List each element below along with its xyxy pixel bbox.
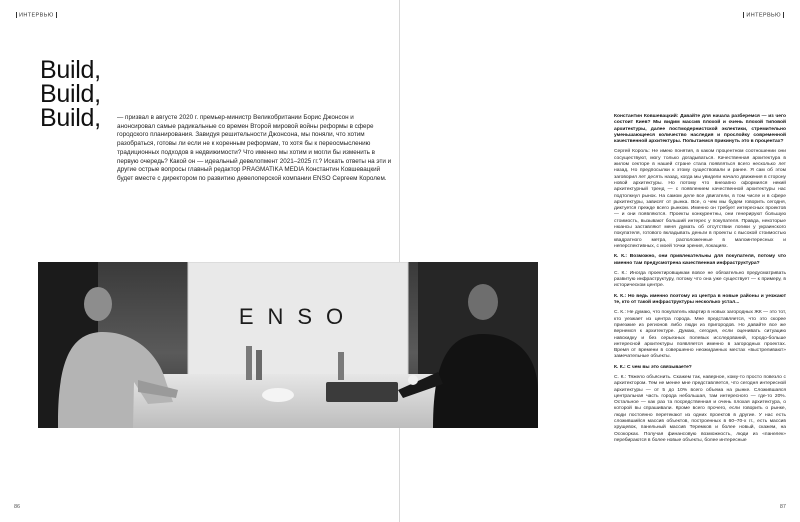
interview-paragraph: С. К.: Иногда проектировщикам вовсе не обязательно предусматривать развитую инфраструктуру, потому что она уже существует — к примеру, в историческом центре. — [614, 270, 786, 289]
interview-paragraph: Константин Ковшевацкий: Давайте для начала разберемся — из чего состоит Киев? Мы видим массив плохой и очень плохой типовой архитектуры, далее постмодернистской эклектики, стремительно уменьшающееся количество наследия и прослойку современной качественной архитектуры. Попытаемся прикинуть это в процентах? — [614, 114, 786, 145]
interview-photo — [38, 262, 538, 428]
title-line-2: Build, — [40, 80, 101, 108]
article-title — [40, 58, 101, 130]
cup — [408, 375, 418, 385]
interview-column — [614, 114, 786, 448]
interview-paragraph: К. К.: Но ведь именно поэтому из центра в новые районы и уезжают те, кто от такой инфраструктуры несколько устал... — [614, 293, 786, 306]
interview-paragraph: Сергей Король: Не имею понятия, в каком процентном соотношении они сосуществуют, могу только догадываться. Качественная архитектура в жилом секторе в нашей стране стала появляться всего несколько лет назад. Но предпосылки к этому существовали и ранее. Я сам об этом заговорил лет десять назад, когда мы увидели начало движения в сторону новой архитектуры. Но потому что внезапно оформился некий архитектурный тренд — с появлением качественной архитектуры нас подтолкнул рынок. На самом деле все двигатели, в том числе и в сфере архитектуры, зависят от рынка. Все, о чем мы будем говорить сегодня, диктуется прежде всего рынком. Именно он требует интересных проектов — и они появляются. Проекты конкурентны, они генерируют большую стоимость, вызывают больший интерес у покупателя. Правда, некоторые нюансы заставляют меня думать об отсутствии логики у украинского покупателя, готового вкладывать деньги в проекты с высокой стоимостью квадратного метра, расположенные в малоинтересных и неперспективных, с моей точки зрения, локациях. — [614, 149, 786, 249]
section-label: ИНТЕРВЬЮ — [19, 12, 54, 19]
bottle — [338, 352, 344, 380]
section-tag-right — [741, 12, 786, 18]
page-number-right: 87 — [779, 504, 786, 510]
section-label: ИНТЕРВЬЮ — [746, 12, 781, 19]
figurine — [262, 388, 294, 402]
interview-paragraph: С. К.: Тяжело объяснить. Скажем так, наверное, кому-то просто повезло с архитектором. Тем не менее мне представляется, что сегодня интересной архитектуры — от 5 до 10% всего объема на рынке. Сложившаяся центральная часть города небольшая, там интересного — где-то 20%. Остальное — как раз та посредственная и очень плохая архитектура, о которой вы спрашивали. Кроме всего прочего, если говорить о рынке, люди постоянно перетекают из одних проектов в другие. У нас есть сложившийся массив объектов, построенных в 60–70-х гг., есть массив хрущевок, панельный массив Теремков и более новый, скажем, на Осокорках. Получая финансовую возможность, люди из «панелек» перебираются в более новые объекты, более интересные — [614, 374, 786, 443]
enso-sign: ENSO — [238, 304, 358, 329]
photo-illustration — [38, 262, 538, 428]
title-line-1: Build, — [40, 56, 101, 84]
bottle — [256, 350, 262, 380]
interview-paragraph: К. К.: Возможно, они привлекательны для покупателя, потому что именно там предусмотрена качественная инфраструктура? — [614, 254, 786, 266]
interview-paragraph: С. К.: Не думаю, что покупатель квартир в новых загородных ЖК — это тот, кто уезжает из центра города. Мне представляется, что это скорее приезжие из регионов либо люди из пригородов. Но давайте все же вернемся к архитектуре. Думаю, сегодня, если оценивать ситуацию навскидку и без серьезных полевых исследований, городо-больше интересной архитектуры появляется именно в загородных проектах. Время от времени в совершенно неожиданных местах «выстреливают» замечательные объекты. — [614, 310, 786, 360]
page-number-left: 86 — [14, 504, 21, 510]
lead-paragraph: — призвал в августе 2020 г. премьер-министр Великобритании Борис Джонсон и анонсировал самые радикальные со времен Второй мировой войны реформы в сфере городского планирования. Завидуя решительности Джонсона, мы поняли, что хотим разобраться, готовы ли если не к коренным реформам, то хотя бы к переосмыслению традиционных подходов в недвижимости? Что именно мы хотим и могли бы изменить в первую очередь? Какой он — идеальный девелопмент 2021–2025 гг.? Искать ответы на эти и другие острые вопросы главный редактор PRAGMATIKA MEDIA Константин Ковшевацкий будет вместе с директором по развитию девелоперской компании ENSO Сергеем Королем. — [117, 114, 392, 182]
section-tag-left — [14, 12, 59, 18]
bottle — [246, 346, 252, 380]
title-line-3: Build, — [40, 104, 101, 132]
laptop — [326, 382, 398, 402]
interview-paragraph: К. К.: С чем вы это связываете? — [614, 364, 692, 370]
